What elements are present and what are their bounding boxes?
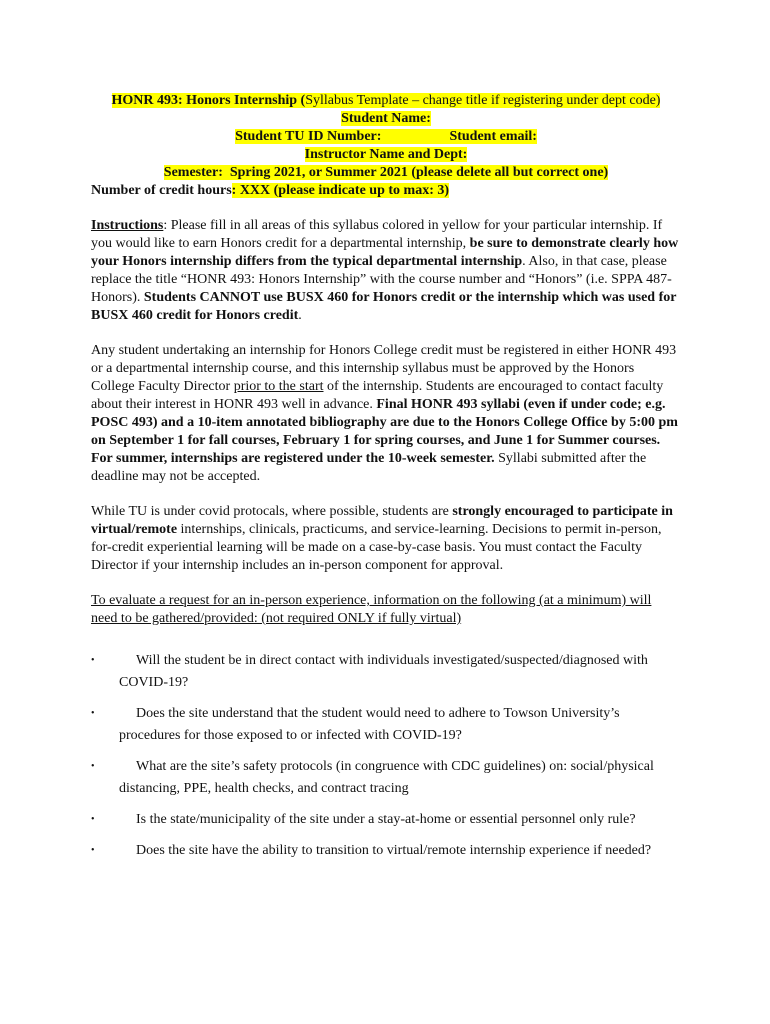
semester-value: Spring 2021, or Summer 2021 (please delete all but correct one)	[229, 165, 609, 180]
covid-bold: strongly encouraged to participate in virtual/remote	[91, 504, 673, 537]
instructor-line	[91, 146, 681, 164]
bullet-icon: •	[91, 655, 95, 666]
instructions-text-2: . Also, in that case, please replace the title “HONR 493: Honors Internship” with the course number and “Honors” (i.e. SPPA 487-Honors).	[91, 254, 672, 305]
registration-deadlines: Final HONR 493 syllabi (even if under code; e.g. POSC 493) and a 10-item annotated bibliography are due to the Honors College Office by 5:00 pm on September 1 for fall courses, February 1 for spring courses, and June 1 for Summer courses. For summer, internships are registered under the 10-week semester.	[91, 397, 678, 466]
registration-underlined: prior to the start	[233, 379, 324, 394]
list-item	[91, 756, 681, 800]
student-id-line	[91, 128, 681, 146]
student-email-label: Student email:	[449, 129, 537, 144]
question-text: What are the site’s safety protocols (in congruence with CDC guidelines) on: social/physical distancing, PPE, health checks, and contract tracing	[119, 759, 654, 796]
instructions-bold-1: be sure to demonstrate clearly how your Honors internship differs from the typical departmental internship	[91, 236, 679, 269]
question-text: Does the site have the ability to transition to virtual/remote internship experience if needed?	[136, 843, 652, 858]
instructions-text-3: .	[298, 308, 302, 323]
covid-text-1: While TU is under covid protocals, where possible, students are	[91, 504, 453, 519]
registration-text-2: of the internship. Students are encouraged to contact faculty about their interest in HONR 493 well in advance.	[91, 379, 664, 412]
bullet-icon: •	[91, 708, 95, 719]
covid-text-3: . You must contact the Faculty Director if your internship includes an in-person component for approval.	[91, 540, 642, 573]
covid-paragraph	[91, 503, 681, 575]
covid-text-2: internships, clinicals, practicums, and service-learning. Decisions to permit in-person, for-credit experiential learning will be made on a case-by-case basis	[91, 522, 662, 555]
bullet-icon: •	[91, 761, 95, 772]
bullet-icon: •	[91, 814, 95, 825]
course-title-note: Syllabus Template – change title if registering under dept code)	[305, 93, 661, 108]
credit-hours-label: Number of credit hours	[91, 183, 232, 198]
bullet-icon: •	[91, 845, 95, 856]
registration-text-1: Any student undertaking an internship for Honors College credit must be registered in either HONR 493 or a departmental internship course, and this internship syllabus must be approved by the Honors College Faculty Director	[91, 343, 677, 394]
credit-hours-value: : XXX (please indicate up to max: 3)	[231, 183, 450, 198]
document-page	[91, 92, 681, 871]
student-name-line	[91, 110, 681, 128]
list-item	[91, 703, 681, 747]
question-text: Does the site understand that the student would need to adhere to Towson University’s procedures for those exposed to or infected with COVID-19?	[119, 706, 620, 743]
semester-label: Semester:	[163, 165, 223, 180]
course-title-bold: HONR 493: Honors Internship (	[111, 93, 306, 108]
registration-text-3: Syllabi submitted after the deadline may not be accepted.	[91, 451, 647, 484]
semester-line	[91, 164, 681, 182]
evaluate-heading: To evaluate a request for an in-person experience, information on the following (at a minimum) will need to be gathered/provided: (not required ONLY if fully virtual)	[91, 593, 652, 626]
student-id-label: Student TU ID Number:	[235, 129, 382, 144]
course-title	[91, 92, 681, 110]
question-list	[91, 650, 681, 862]
instructor-label: Instructor Name and Dept:	[304, 147, 468, 162]
list-item	[91, 809, 681, 831]
instructions-label: Instructions	[91, 218, 164, 233]
instructions-text-1: : Please fill in all areas of this syllabus colored in yellow for your particular internship. If you would like to earn Honors credit for a departmental internship,	[91, 218, 663, 251]
credit-hours-line	[91, 182, 681, 200]
list-item	[91, 840, 681, 862]
list-item	[91, 650, 681, 694]
instructions-paragraph	[91, 217, 681, 325]
registration-paragraph	[91, 342, 681, 486]
question-text: Will the student be in direct contact with individuals investigated/suspected/diagnosed with COVID-19?	[119, 653, 648, 690]
student-name-label: Student Name:	[341, 111, 431, 126]
instructions-bold-2: Students CANNOT use BUSX 460 for Honors credit or the internship which was used for BUSX 460 credit for Honors credit	[91, 290, 677, 323]
question-text: Is the state/municipality of the site under a stay-at-home or essential personnel only rule?	[136, 812, 636, 827]
